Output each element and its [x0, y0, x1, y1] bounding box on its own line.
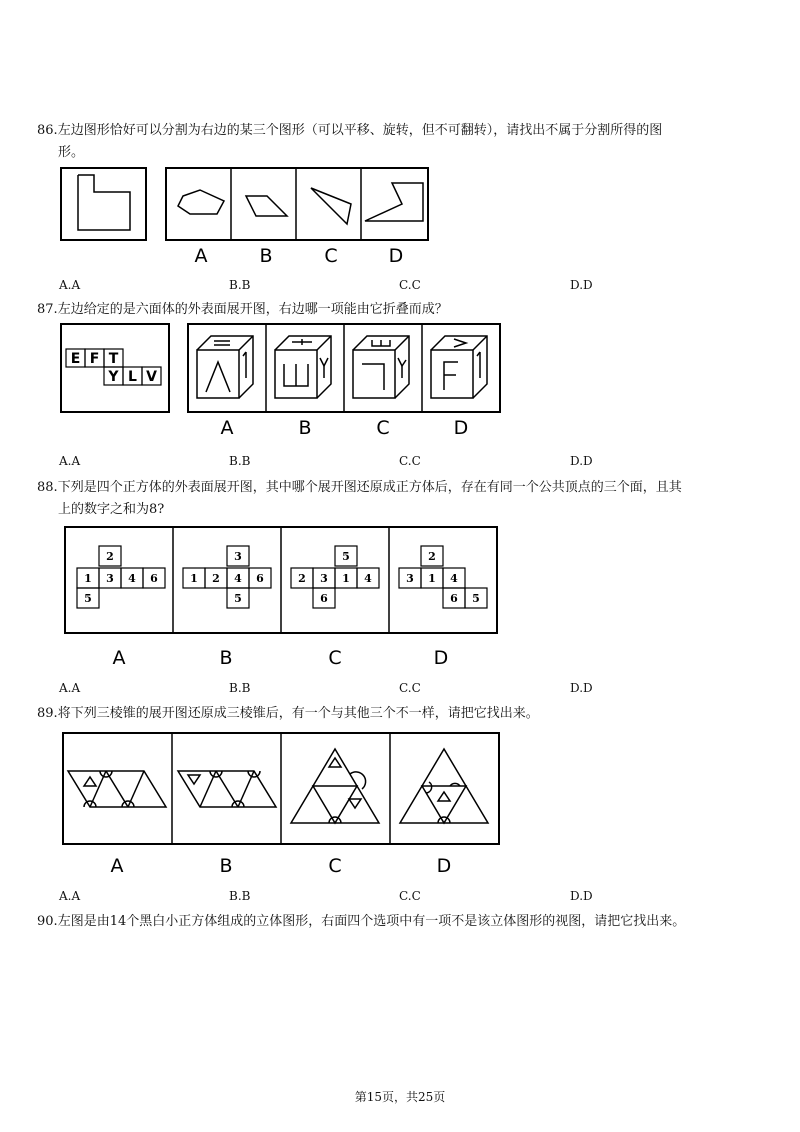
net-d-face: 6 [450, 592, 458, 605]
option-b-shape [246, 196, 287, 216]
net-d-face: 4 [450, 572, 458, 585]
net-d-face: 3 [406, 572, 414, 585]
option-c[interactable]: C.C [399, 889, 421, 903]
question-88-options [59, 681, 759, 697]
options-frame [166, 168, 428, 240]
question-number: 87. [37, 302, 58, 317]
question-text-line2: 形。 [58, 145, 85, 160]
net-b-face: 3 [234, 550, 242, 563]
option-b[interactable]: B.B [229, 889, 251, 903]
net-c-face: 1 [342, 572, 350, 585]
net-a-face: 2 [106, 550, 114, 563]
label-b: B [219, 647, 233, 669]
net-d-face: 5 [472, 592, 480, 605]
option-d-net [400, 749, 488, 823]
label-c: C [328, 647, 342, 669]
option-d-shape [365, 183, 423, 221]
net-b-face: 1 [190, 572, 198, 585]
option-a-shape [178, 190, 224, 214]
option-a[interactable]: A.A [59, 278, 81, 292]
label-d: D [433, 647, 449, 669]
net-d-face: 1 [428, 572, 436, 585]
label-a: A [110, 855, 124, 877]
option-c-shape [311, 188, 351, 224]
net-letter-y: Y [108, 369, 119, 385]
net-b-face: 4 [234, 572, 242, 585]
question-text-line2: 上的数字之和为8? [58, 502, 165, 517]
net-a-face: 5 [84, 592, 92, 605]
net-a-face: 3 [106, 572, 114, 585]
label-c: C [376, 417, 390, 439]
net-c-face: 4 [364, 572, 372, 585]
net-letter-e: E [70, 351, 81, 367]
option-d[interactable]: D.D [570, 889, 593, 903]
label-a: A [112, 647, 126, 669]
question-text-line1: 下列是四个正方体的外表面展开图，其中哪个展开图还原成正方体后，存在有同一个公共顶点的三个面，且其 [57, 480, 682, 495]
option-a[interactable]: A.A [59, 889, 81, 903]
question-87-text [37, 299, 757, 321]
label-b: B [219, 855, 233, 877]
label-d: D [453, 417, 469, 439]
net-b-face: 5 [234, 592, 242, 605]
option-a[interactable]: A.A [59, 681, 81, 695]
question-90-text [37, 911, 757, 933]
option-d[interactable]: D.D [570, 278, 593, 292]
net-letter-v: V [146, 369, 157, 385]
question-number: 89. [37, 706, 58, 721]
option-c[interactable]: C.C [399, 278, 421, 292]
source-shape [78, 175, 130, 230]
question-text-line1: 左图是由14个黑白小正方体组成的立体图形，右面四个选项中有一项不是该立体图形的视图，请把它找出来。 [57, 914, 686, 929]
option-a-net [68, 771, 166, 807]
question-text-line1: 左边图形恰好可以分割为右边的某三个图形（可以平移、旋转，但不可翻转），请找出不属于分割所得的图 [57, 123, 663, 138]
source-figure-frame [61, 168, 146, 240]
option-b[interactable]: B.B [229, 278, 251, 292]
net-letter-l: L [128, 369, 137, 385]
net-a-face: 4 [128, 572, 136, 585]
option-c[interactable]: C.C [399, 454, 421, 468]
net-b-face: 2 [212, 572, 220, 585]
option-c[interactable]: C.C [399, 681, 421, 695]
label-d: D [436, 855, 452, 877]
net-c-face: 6 [320, 592, 328, 605]
net-letter-f: F [89, 351, 100, 367]
net-d-face: 2 [428, 550, 436, 563]
option-a[interactable]: A.A [59, 454, 81, 468]
net-a-face: 1 [84, 572, 92, 585]
question-89-options [59, 889, 759, 905]
label-c: C [328, 855, 342, 877]
label-d: D [388, 245, 404, 266]
question-86-text [37, 120, 757, 164]
label-b: B [259, 245, 273, 266]
question-86-options [59, 278, 759, 294]
option-c-net [291, 749, 379, 823]
question-87-figure [60, 322, 505, 440]
question-text-line1: 将下列三棱锥的展开图还原成三棱锥后，有一个与其他三个不一样，请把它找出来。 [57, 706, 539, 721]
net-c-face: 3 [320, 572, 328, 585]
question-88-figure [63, 526, 499, 672]
net-c-face: 5 [342, 550, 350, 563]
page-footer: 第15页，共25页 [354, 1090, 446, 1104]
question-86-figure [60, 166, 430, 266]
net-letter-t: T [108, 351, 119, 367]
net-frame [61, 324, 169, 412]
question-number: 88. [37, 480, 58, 495]
option-d[interactable]: D.D [570, 681, 593, 695]
net-b-face: 6 [256, 572, 264, 585]
option-b-cube [275, 336, 331, 398]
option-d[interactable]: D.D [570, 454, 593, 468]
question-text-line1: 左边给定的是六面体的外表面展开图，右边哪一项能由它折叠而成？ [57, 302, 448, 317]
net-a-face: 6 [150, 572, 158, 585]
option-b[interactable]: B.B [229, 454, 251, 468]
option-a-cube [197, 336, 253, 398]
label-c: C [324, 245, 338, 266]
option-c-cube [353, 336, 409, 398]
net-c-face: 2 [298, 572, 306, 585]
option-b-net [178, 771, 276, 807]
option-d-cube [431, 336, 487, 398]
label-a: A [194, 245, 208, 266]
label-a: A [220, 417, 234, 439]
question-89-text [37, 703, 757, 725]
label-b: B [298, 417, 312, 439]
question-87-options [59, 454, 759, 470]
question-number: 90. [37, 914, 58, 929]
option-b[interactable]: B.B [229, 681, 251, 695]
question-number: 86. [37, 123, 58, 138]
question-89-figure [62, 731, 502, 879]
question-88-text [37, 477, 757, 521]
